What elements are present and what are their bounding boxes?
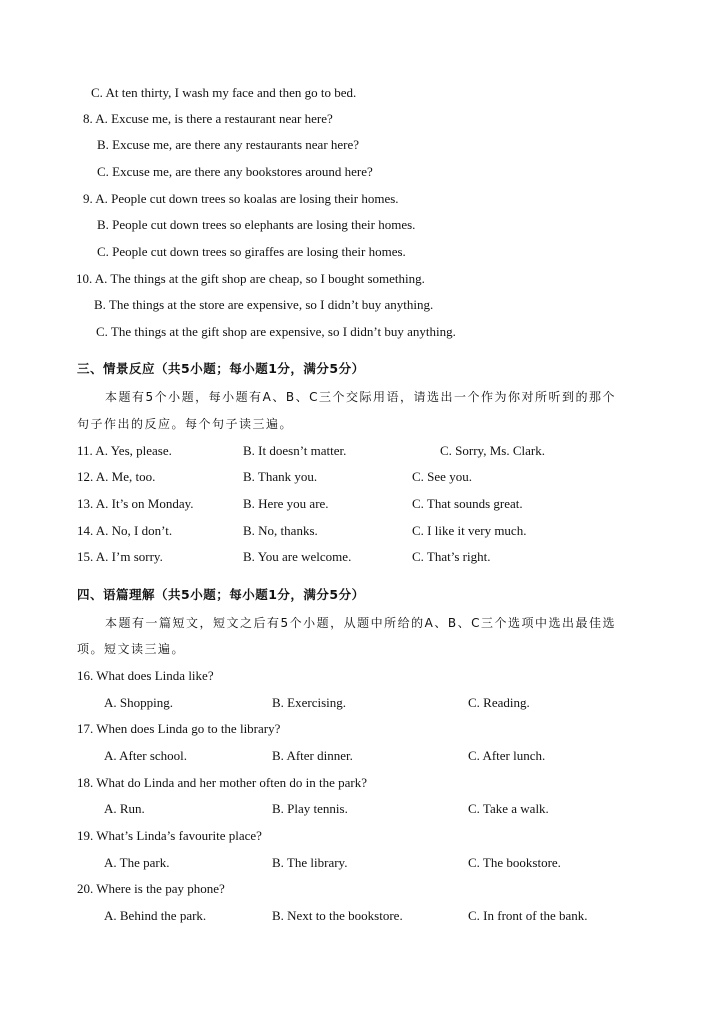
option-12c: C. See you. [412,469,472,484]
option-7c: C. At ten thirty, I wash my face and then go to bed. [91,85,357,100]
section4-heading: 四、语篇理解（共5小题；每小题1分，满分5分） [77,587,365,602]
option-17b: B. After dinner. [272,748,353,763]
option-20c: C. In front of the bank. [468,908,588,923]
option-18b: B. Play tennis. [272,801,348,816]
section3-heading: 三、情景反应（共5小题；每小题1分，满分5分） [77,361,365,376]
option-14c: C. I like it very much. [412,523,527,538]
option-17c: C. After lunch. [468,748,546,763]
option-16a: A. Shopping. [104,695,173,710]
option-11a: 11. A. Yes, please. [77,443,172,458]
option-14b: B. No, thanks. [243,523,318,538]
option-10c: C. The things at the gift shop are expensive, so I didn’t buy anything. [96,324,456,339]
option-12a: 12. A. Me, too. [77,469,156,484]
option-9b: B. People cut down trees so elephants are losing their homes. [97,217,416,232]
option-8b: B. Excuse me, are there any restaurants near here? [97,137,360,152]
option-18c: C. Take a walk. [468,801,549,816]
option-20a: A. Behind the park. [104,908,207,923]
question-17: 17. When does Linda go to the library? [77,721,281,736]
option-18a: A. Run. [104,801,145,816]
option-15c: C. That’s right. [412,549,491,564]
option-20b: B. Next to the bookstore. [272,908,403,923]
question-16: 16. What does Linda like? [77,668,214,683]
option-10a: 10. A. The things at the gift shop are cheap, so I bought something. [76,271,425,286]
option-8c: C. Excuse me, are there any bookstores around here? [97,164,373,179]
section4-instruction-line2: 项。短文读三遍。 [77,642,186,656]
option-11c: C. Sorry, Ms. Clark. [440,443,545,458]
option-13a: 13. A. It’s on Monday. [77,496,194,511]
option-13c: C. That sounds great. [412,496,523,511]
option-10b: B. The things at the store are expensive, so I didn’t buy anything. [94,297,434,312]
option-9c: C. People cut down trees so giraffes are losing their homes. [97,244,406,259]
option-19c: C. The bookstore. [468,855,561,870]
option-16c: C. Reading. [468,695,530,710]
section4-instruction-line1: 本题有一篇短文，短文之后有5个小题，从题中所给的A、B、C三个选项中选出最佳选 [105,616,616,630]
option-11b: B. It doesn’t matter. [243,443,347,458]
option-14a: 14. A. No, I don’t. [77,523,173,538]
question-20: 20. Where is the pay phone? [77,881,225,896]
option-15b: B. You are welcome. [243,549,352,564]
option-15a: 15. A. I’m sorry. [77,549,163,564]
question-19: 19. What’s Linda’s favourite place? [77,828,262,843]
option-19b: B. The library. [272,855,348,870]
option-13b: B. Here you are. [243,496,329,511]
option-12b: B. Thank you. [243,469,318,484]
option-8a: 8. A. Excuse me, is there a restaurant near here? [83,111,333,126]
section3-instruction-line1: 本题有5个小题，每小题有A、B、C三个交际用语，请选出一个作为你对所听到的那个 [105,390,616,404]
option-16b: B. Exercising. [272,695,347,710]
option-19a: A. The park. [104,855,170,870]
option-9a: 9. A. People cut down trees so koalas are losing their homes. [83,191,399,206]
option-17a: A. After school. [104,748,188,763]
question-18: 18. What do Linda and her mother often do in the park? [77,775,368,790]
section3-instruction-line2: 句子作出的反应。每个句子读三遍。 [77,417,294,431]
